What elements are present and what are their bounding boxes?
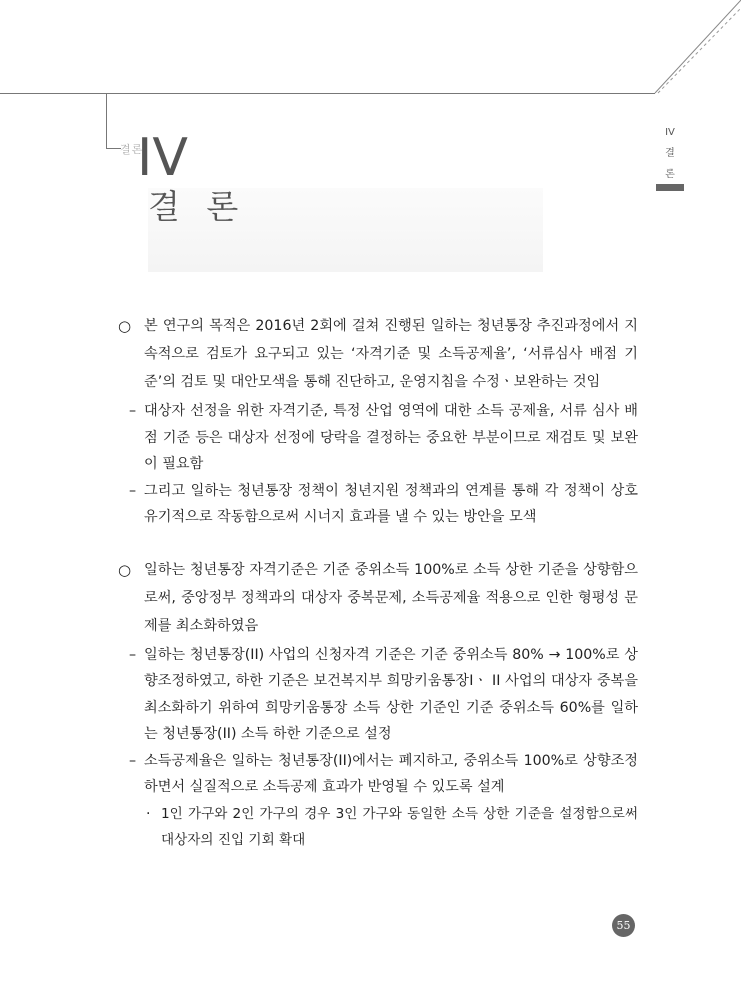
chapter-bracket <box>106 94 121 149</box>
chapter-title: 결 론 <box>148 187 247 226</box>
page-number-badge: 55 <box>612 914 635 937</box>
paragraph-1-text: 본 연구의 목적은 2016년 2회에 걸쳐 진행된 일하는 청년통장 추진과정에서 지속적으로 검토가 요구되고 있는 ‘자격기준 및 소득공제율’, ‘서류심사 배점 기준’의 검토 및 대안모색을 통해 진단하고, 운영지침을 수정ㆍ보완하는 것임 <box>144 318 638 390</box>
side-nav-marker <box>656 184 684 191</box>
paragraph-1 <box>118 312 638 396</box>
dash-marker: – <box>129 403 137 419</box>
paragraph-1-sub-1 <box>118 398 638 478</box>
paragraph-1-sub-2 <box>118 478 638 531</box>
circle-marker: ○ <box>118 560 132 579</box>
side-nav-char-2: 론 <box>665 169 675 180</box>
dash-marker: – <box>129 752 137 769</box>
chapter-number: IV <box>137 128 188 188</box>
paragraph-2-sub-1 <box>118 642 638 748</box>
dash-marker: – <box>129 646 137 663</box>
paragraph-2-sub-1-text: 일하는 청년통장(II) 사업의 신청자격 기준은 기준 중위소득 80% → 100%로 상향조정하였고, 하한 기준은 보건복지부 희망키움통장Ⅰㆍ II 사업의 대상자 중복을 최소화하기 위하여 희망키움통장 소득 상한 기준인 기준 중위소득 60%를 일하는 청년통장(II) 소득 하한 기준으로 설정 <box>144 646 638 742</box>
paragraph-2 <box>118 556 638 640</box>
paragraph-2-sub-2-text: 소득공제율은 일하는 청년통장(II)에서는 폐지하고, 중위소득 100%로 상향조정하면서 실질적으로 소득공제 효과가 반영될 수 있도록 설계 <box>144 752 638 795</box>
paragraph-1-sub-1-text: 대상자 선정을 위한 자격기준, 특정 산업 영역에 대한 소득 공제율, 서류 심사 배점 기준 등은 대상자 선정에 당락을 결정하는 중요한 부분이므로 재검토 및 보완이 필요함 <box>144 403 638 472</box>
corner-dashed-line <box>658 8 741 93</box>
chapter-tab-small: 결론 <box>120 143 144 156</box>
paragraph-2-bullet-1-text: 1인 가구와 2인 가구의 경우 3인 가구와 동일한 소득 상한 기준을 설정함으로써 대상자의 진입 기회 확대 <box>161 805 638 848</box>
paragraph-2-text: 일하는 청년통장 자격기준은 기준 중위소득 100%로 소득 상한 기준을 상향함으로써, 중앙정부 정책과의 대상자 중복문제, 소득공제율 적용으로 인한 형평성 문제를 최소화하였음 <box>144 561 638 634</box>
bullet-marker: · <box>146 805 151 822</box>
corner-solid-line <box>655 0 741 93</box>
paragraph-1-sub-2-text: 그리고 일하는 청년통장 정책이 청년지원 정책과의 연계를 통해 각 정책이 상호 유기적으로 작동함으로써 시너지 효과를 낼 수 있는 방안을 모색 <box>144 482 638 525</box>
paragraph-2-bullet-1 <box>118 801 638 853</box>
side-nav-numeral: IV <box>665 127 675 138</box>
circle-marker: ○ <box>118 317 132 335</box>
main-content <box>118 312 638 853</box>
side-nav <box>660 122 680 185</box>
side-nav-char-1: 결 <box>665 148 675 159</box>
dash-marker: – <box>129 482 137 499</box>
paragraph-2-sub-2 <box>118 748 638 801</box>
